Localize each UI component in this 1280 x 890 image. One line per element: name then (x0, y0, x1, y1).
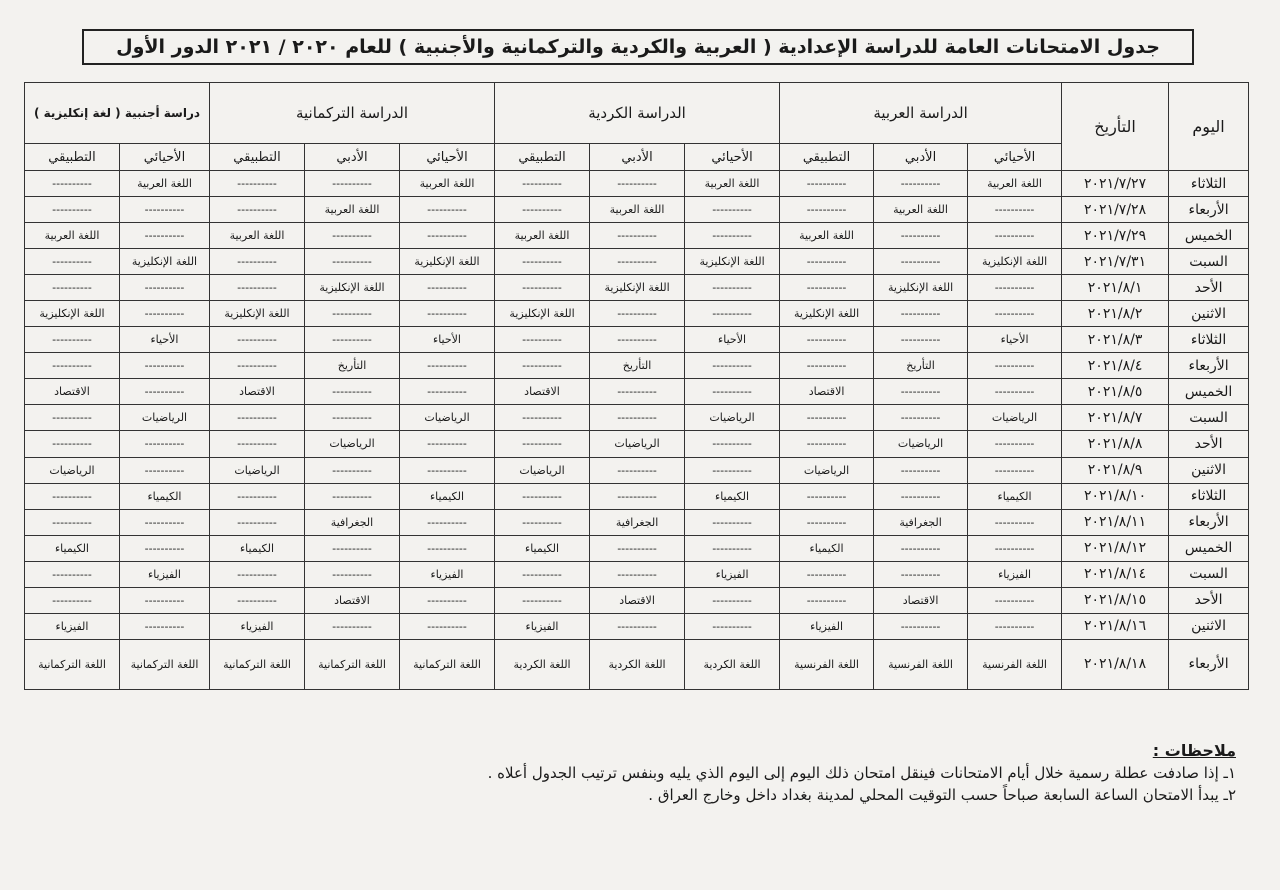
row-day: الخميس (1169, 223, 1249, 249)
row-day: الثلاثاء (1169, 327, 1249, 353)
exam-cell: ---------- (120, 613, 210, 639)
exam-cell: اللغة الكردية (495, 639, 590, 689)
exam-cell: ---------- (305, 483, 400, 509)
exam-cell: الفيزياء (780, 613, 874, 639)
exam-cell: ---------- (25, 171, 120, 197)
exam-cell: الكيمياء (210, 535, 305, 561)
exam-cell: ---------- (685, 509, 780, 535)
exam-cell: ---------- (780, 171, 874, 197)
table-row (25, 535, 1249, 561)
row-date: ٢٠٢١/٧/٣١ (1062, 249, 1169, 275)
exam-cell: ---------- (590, 483, 685, 509)
table-row (25, 197, 1249, 223)
exam-cell: ---------- (25, 327, 120, 353)
exam-cell: ---------- (590, 327, 685, 353)
exam-cell: ---------- (968, 613, 1062, 639)
exam-cell: ---------- (968, 197, 1062, 223)
exam-cell: ---------- (874, 249, 968, 275)
exam-cell: ---------- (25, 561, 120, 587)
exam-cell: ---------- (25, 353, 120, 379)
exam-cell: ---------- (874, 223, 968, 249)
exam-cell: ---------- (590, 457, 685, 483)
row-day: الأحد (1169, 431, 1249, 457)
exam-cell: ---------- (495, 171, 590, 197)
exam-schedule-table (24, 82, 1249, 690)
exam-cell: ---------- (120, 301, 210, 327)
table-row (25, 223, 1249, 249)
exam-cell: اللغة الإنكليزية (25, 301, 120, 327)
row-day: الثلاثاء (1169, 483, 1249, 509)
exam-cell: ---------- (780, 587, 874, 613)
exam-cell: ---------- (874, 535, 968, 561)
subheader-7: الأدبي (305, 144, 400, 171)
exam-cell: ---------- (210, 249, 305, 275)
exam-cell: ---------- (874, 327, 968, 353)
exam-cell: ---------- (968, 535, 1062, 561)
exam-cell: ---------- (685, 197, 780, 223)
row-date: ٢٠٢١/٨/٩ (1062, 457, 1169, 483)
exam-cell: اللغة الإنكليزية (400, 249, 495, 275)
exam-cell: ---------- (968, 301, 1062, 327)
exam-cell: ---------- (685, 353, 780, 379)
exam-cell: اللغة العربية (968, 171, 1062, 197)
exam-cell: الاقتصاد (210, 379, 305, 405)
exam-cell: اللغة التركمانية (400, 639, 495, 689)
row-date: ٢٠٢١/٨/١٨ (1062, 639, 1169, 689)
exam-cell: ---------- (305, 327, 400, 353)
subheader-3: الأحيائي (685, 144, 780, 171)
exam-cell: اللغة العربية (780, 223, 874, 249)
exam-cell: ---------- (968, 223, 1062, 249)
exam-cell: ---------- (120, 223, 210, 249)
exam-cell: ---------- (780, 327, 874, 353)
row-day: الثلاثاء (1169, 171, 1249, 197)
header-group-kurdish: الدراسة الكردية (495, 83, 780, 144)
notes-section (136, 740, 1236, 806)
exam-cell: ---------- (590, 561, 685, 587)
exam-cell: ---------- (968, 457, 1062, 483)
row-date: ٢٠٢١/٨/٢ (1062, 301, 1169, 327)
row-date: ٢٠٢١/٨/١٤ (1062, 561, 1169, 587)
table-row (25, 275, 1249, 301)
exam-cell: ---------- (305, 457, 400, 483)
exam-cell: ---------- (874, 379, 968, 405)
exam-cell: اللغة الإنكليزية (120, 249, 210, 275)
row-date: ٢٠٢١/٨/١٢ (1062, 535, 1169, 561)
exam-cell: الاقتصاد (874, 587, 968, 613)
table-row (25, 249, 1249, 275)
exam-cell: اللغة العربية (874, 197, 968, 223)
table-row (25, 587, 1249, 613)
exam-cell: اللغة التركمانية (210, 639, 305, 689)
exam-cell: ---------- (400, 431, 495, 457)
header-day: اليوم (1169, 83, 1249, 171)
exam-cell: ---------- (495, 587, 590, 613)
exam-cell: اللغة التركمانية (120, 639, 210, 689)
exam-cell: ---------- (400, 613, 495, 639)
exam-cell: ---------- (780, 353, 874, 379)
exam-cell: الرياضيات (400, 405, 495, 431)
exam-cell: الرياضيات (590, 431, 685, 457)
exam-cell: اللغة الإنكليزية (874, 275, 968, 301)
exam-cell: اللغة العربية (120, 171, 210, 197)
exam-cell: ---------- (210, 197, 305, 223)
exam-cell: ---------- (120, 353, 210, 379)
row-date: ٢٠٢١/٧/٢٧ (1062, 171, 1169, 197)
exam-cell: ---------- (210, 431, 305, 457)
row-date: ٢٠٢١/٨/١٠ (1062, 483, 1169, 509)
exam-cell: ---------- (400, 275, 495, 301)
exam-cell: ---------- (400, 353, 495, 379)
exam-cell: ---------- (400, 197, 495, 223)
exam-cell: اللغة الكردية (590, 639, 685, 689)
exam-cell: ---------- (120, 275, 210, 301)
exam-cell: ---------- (25, 483, 120, 509)
exam-cell: ---------- (780, 483, 874, 509)
exam-cell: ---------- (305, 379, 400, 405)
exam-cell: ---------- (780, 509, 874, 535)
subheader-0: الأحيائي (968, 144, 1062, 171)
table-row (25, 431, 1249, 457)
row-date: ٢٠٢١/٨/١٦ (1062, 613, 1169, 639)
subheader-9: الأحيائي (120, 144, 210, 171)
exam-cell: الكيمياء (780, 535, 874, 561)
exam-cell: الكيمياء (968, 483, 1062, 509)
exam-cell: اللغة العربية (495, 223, 590, 249)
row-day: الأربعاء (1169, 509, 1249, 535)
exam-cell: ---------- (25, 405, 120, 431)
exam-cell: ---------- (968, 379, 1062, 405)
exam-cell: ---------- (685, 379, 780, 405)
exam-cell: ---------- (210, 327, 305, 353)
table-row (25, 405, 1249, 431)
table-row (25, 301, 1249, 327)
exam-cell: اللغة الفرنسية (780, 639, 874, 689)
header-group-turkmen: الدراسة التركمانية (210, 83, 495, 144)
exam-cell: ---------- (400, 223, 495, 249)
row-date: ٢٠٢١/٧/٢٩ (1062, 223, 1169, 249)
table-row (25, 327, 1249, 353)
exam-cell: ---------- (305, 405, 400, 431)
exam-cell: ---------- (874, 405, 968, 431)
exam-cell: ---------- (400, 379, 495, 405)
exam-cell: ---------- (685, 613, 780, 639)
exam-cell: اللغة التركمانية (25, 639, 120, 689)
exam-cell: ---------- (685, 223, 780, 249)
row-date: ٢٠٢١/٨/٥ (1062, 379, 1169, 405)
exam-cell: اللغة الإنكليزية (590, 275, 685, 301)
exam-cell: ---------- (305, 301, 400, 327)
exam-cell: الرياضيات (874, 431, 968, 457)
exam-cell: اللغة العربية (305, 197, 400, 223)
exam-cell: ---------- (305, 613, 400, 639)
exam-cell: ---------- (495, 405, 590, 431)
row-date: ٢٠٢١/٨/٨ (1062, 431, 1169, 457)
exam-cell: ---------- (590, 249, 685, 275)
row-day: السبت (1169, 405, 1249, 431)
note-item-1: ١ـ إذا صادفت عطلة رسمية خلال أيام الامتحانات فينقل امتحان ذلك اليوم إلى اليوم الذي يليه وبنفس ترتيب الجدول أعلاه . (487, 764, 1236, 782)
exam-cell: ---------- (874, 171, 968, 197)
row-day: الخميس (1169, 379, 1249, 405)
exam-cell: ---------- (305, 561, 400, 587)
subheader-5: التطبيقي (495, 144, 590, 171)
exam-cell: الجغرافية (305, 509, 400, 535)
exam-cell: ---------- (590, 379, 685, 405)
table-row (25, 379, 1249, 405)
exam-cell: اللغة العربية (590, 197, 685, 223)
exam-cell: ---------- (210, 587, 305, 613)
note-item-2: ٢ـ يبدأ الامتحان الساعة السابعة صباحاً حسب التوقيت المحلي لمدينة بغداد داخل وخارج العراق . (648, 786, 1236, 804)
exam-cell: ---------- (590, 535, 685, 561)
table-row (25, 353, 1249, 379)
exam-cell: الأحياء (400, 327, 495, 353)
exam-cell: ---------- (495, 483, 590, 509)
exam-cell: الرياضيات (120, 405, 210, 431)
row-date: ٢٠٢١/٨/١١ (1062, 509, 1169, 535)
exam-cell: الفيزياء (495, 613, 590, 639)
exam-cell: ---------- (120, 535, 210, 561)
exam-cell: الأحياء (968, 327, 1062, 353)
exam-cell: ---------- (120, 457, 210, 483)
row-date: ٢٠٢١/٨/١ (1062, 275, 1169, 301)
exam-cell: التأريخ (874, 353, 968, 379)
exam-cell: ---------- (210, 483, 305, 509)
exam-cell: ---------- (874, 301, 968, 327)
exam-cell: ---------- (968, 509, 1062, 535)
exam-cell: اللغة الإنكليزية (305, 275, 400, 301)
exam-cell: الاقتصاد (305, 587, 400, 613)
exam-cell: اللغة العربية (685, 171, 780, 197)
exam-cell: الفيزياء (120, 561, 210, 587)
exam-cell: ---------- (210, 405, 305, 431)
exam-cell: ---------- (780, 275, 874, 301)
row-date: ٢٠٢١/٨/٧ (1062, 405, 1169, 431)
header-group-arabic: الدراسة العربية (780, 83, 1062, 144)
exam-cell: اللغة العربية (210, 223, 305, 249)
subheader-4: الأدبي (590, 144, 685, 171)
exam-cell: الاقتصاد (25, 379, 120, 405)
row-day: الاثنين (1169, 613, 1249, 639)
exam-cell: الفيزياء (400, 561, 495, 587)
exam-cell: ---------- (25, 249, 120, 275)
exam-cell: ---------- (685, 535, 780, 561)
exam-cell: الرياضيات (968, 405, 1062, 431)
exam-cell: ---------- (590, 613, 685, 639)
table-row (25, 483, 1249, 509)
exam-cell: ---------- (874, 613, 968, 639)
exam-cell: الأحياء (685, 327, 780, 353)
exam-cell: اللغة الإنكليزية (780, 301, 874, 327)
row-date: ٢٠٢١/٨/٣ (1062, 327, 1169, 353)
page-title-text: جدول الامتحانات العامة للدراسة الإعدادية ( العربية والكردية والتركمانية والأجنبية ) للعام ٢٠٢٠ / ٢٠٢١ الدور الأول (116, 36, 1160, 58)
exam-cell: الفيزياء (968, 561, 1062, 587)
exam-cell: ---------- (590, 405, 685, 431)
table-row (25, 457, 1249, 483)
exam-cell: ---------- (968, 587, 1062, 613)
row-day: الأربعاء (1169, 353, 1249, 379)
exam-cell: ---------- (685, 301, 780, 327)
row-date: ٢٠٢١/٨/٤ (1062, 353, 1169, 379)
exam-cell: ---------- (120, 197, 210, 223)
exam-cell: ---------- (25, 197, 120, 223)
exam-cell: ---------- (495, 431, 590, 457)
exam-cell: ---------- (120, 431, 210, 457)
exam-cell: اللغة الإنكليزية (210, 301, 305, 327)
exam-cell: ---------- (400, 301, 495, 327)
page-title (82, 29, 1194, 65)
exam-cell: الكيمياء (120, 483, 210, 509)
exam-cell: ---------- (210, 561, 305, 587)
exam-cell: ---------- (874, 457, 968, 483)
exam-cell: اللغة الفرنسية (874, 639, 968, 689)
row-day: السبت (1169, 249, 1249, 275)
subheader-1: الأدبي (874, 144, 968, 171)
exam-cell: ---------- (120, 587, 210, 613)
exam-cell: ---------- (120, 509, 210, 535)
row-day: الأربعاء (1169, 639, 1249, 689)
exam-cell: الرياضيات (305, 431, 400, 457)
exam-cell: ---------- (874, 561, 968, 587)
row-day: الخميس (1169, 535, 1249, 561)
row-day: الأحد (1169, 587, 1249, 613)
row-day: الاثنين (1169, 301, 1249, 327)
exam-cell: اللغة الإنكليزية (968, 249, 1062, 275)
exam-cell: ---------- (590, 223, 685, 249)
exam-cell: الكيمياء (685, 483, 780, 509)
exam-cell: الرياضيات (495, 457, 590, 483)
exam-cell: ---------- (400, 535, 495, 561)
exam-cell: ---------- (25, 587, 120, 613)
exam-cell: ---------- (968, 353, 1062, 379)
exam-cell: ---------- (120, 379, 210, 405)
table-row (25, 613, 1249, 639)
exam-cell: الفيزياء (685, 561, 780, 587)
exam-cell: ---------- (495, 353, 590, 379)
exam-cell: الاقتصاد (590, 587, 685, 613)
exam-cell: الرياضيات (685, 405, 780, 431)
exam-cell: ---------- (495, 327, 590, 353)
exam-cell: ---------- (305, 249, 400, 275)
row-day: السبت (1169, 561, 1249, 587)
table-row (25, 561, 1249, 587)
exam-cell: ---------- (210, 353, 305, 379)
exam-cell: ---------- (780, 561, 874, 587)
exam-cell: ---------- (25, 509, 120, 535)
exam-cell: ---------- (495, 561, 590, 587)
table-row (25, 639, 1249, 689)
exam-cell: ---------- (400, 587, 495, 613)
exam-cell: ---------- (25, 275, 120, 301)
exam-cell: الأحياء (120, 327, 210, 353)
exam-cell: اللغة العربية (25, 223, 120, 249)
exam-cell: الكيمياء (495, 535, 590, 561)
exam-cell: ---------- (210, 171, 305, 197)
exam-cell: الجغرافية (874, 509, 968, 535)
exam-cell: ---------- (210, 509, 305, 535)
exam-cell: ---------- (400, 509, 495, 535)
exam-cell: الرياضيات (210, 457, 305, 483)
exam-cell: ---------- (780, 431, 874, 457)
table-row (25, 171, 1249, 197)
header-group-foreign: دراسة أجنبية ( لغة إنكليزية ) (25, 83, 210, 144)
exam-cell: ---------- (305, 171, 400, 197)
exam-cell: ---------- (495, 249, 590, 275)
exam-cell: ---------- (968, 431, 1062, 457)
exam-cell: ---------- (495, 509, 590, 535)
exam-cell: الرياضيات (780, 457, 874, 483)
exam-cell: ---------- (400, 457, 495, 483)
exam-cell: ---------- (685, 587, 780, 613)
subheader-10: التطبيقي (25, 144, 120, 171)
exam-cell: ---------- (874, 483, 968, 509)
exam-cell: اللغة التركمانية (305, 639, 400, 689)
exam-cell: اللغة الإنكليزية (495, 301, 590, 327)
exam-cell: ---------- (305, 535, 400, 561)
subheader-8: التطبيقي (210, 144, 305, 171)
exam-cell: الاقتصاد (495, 379, 590, 405)
subheader-2: التطبيقي (780, 144, 874, 171)
exam-cell: ---------- (780, 197, 874, 223)
exam-cell: اللغة الإنكليزية (685, 249, 780, 275)
exam-cell: الكيمياء (400, 483, 495, 509)
exam-cell: اللغة الفرنسية (968, 639, 1062, 689)
row-date: ٢٠٢١/٧/٢٨ (1062, 197, 1169, 223)
exam-cell: ---------- (305, 223, 400, 249)
exam-cell: الاقتصاد (780, 379, 874, 405)
exam-cell: الجغرافية (590, 509, 685, 535)
exam-cell: الفيزياء (25, 613, 120, 639)
exam-cell: ---------- (685, 275, 780, 301)
subheader-6: الأحيائي (400, 144, 495, 171)
exam-cell: ---------- (495, 275, 590, 301)
exam-cell: اللغة العربية (400, 171, 495, 197)
notes-heading: ملاحظات : (1152, 741, 1236, 760)
exam-cell: ---------- (780, 249, 874, 275)
exam-cell: التأريخ (305, 353, 400, 379)
exam-cell: ---------- (968, 275, 1062, 301)
exam-cell: ---------- (685, 457, 780, 483)
exam-cell: التأريخ (590, 353, 685, 379)
row-day: الأربعاء (1169, 197, 1249, 223)
exam-cell: الفيزياء (210, 613, 305, 639)
exam-cell: اللغة الكردية (685, 639, 780, 689)
exam-cell: ---------- (210, 275, 305, 301)
header-date: التأريخ (1062, 83, 1169, 171)
exam-cell: ---------- (685, 431, 780, 457)
exam-cell: ---------- (780, 405, 874, 431)
exam-cell: الكيمياء (25, 535, 120, 561)
table-row (25, 509, 1249, 535)
exam-cell: ---------- (590, 171, 685, 197)
row-date: ٢٠٢١/٨/١٥ (1062, 587, 1169, 613)
exam-cell: ---------- (25, 431, 120, 457)
row-day: الأحد (1169, 275, 1249, 301)
row-day: الاثنين (1169, 457, 1249, 483)
exam-cell: ---------- (590, 301, 685, 327)
exam-cell: الرياضيات (25, 457, 120, 483)
exam-cell: ---------- (495, 197, 590, 223)
